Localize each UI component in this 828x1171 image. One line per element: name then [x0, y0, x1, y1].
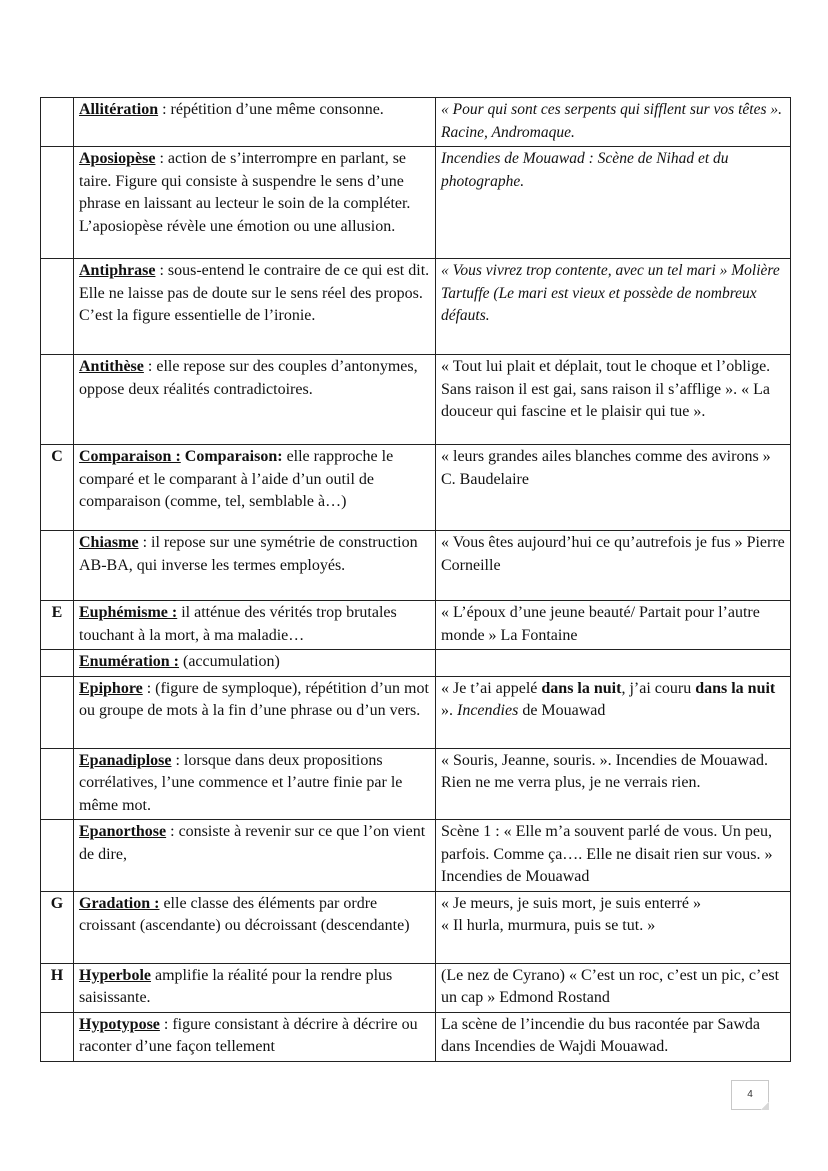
- figure-term: Epanadiplose: [79, 751, 172, 769]
- figure-definition: [74, 891, 436, 963]
- figure-term: Gradation :: [79, 894, 160, 912]
- section-letter: H: [41, 963, 74, 1012]
- figure-term: Aposiopèse: [79, 150, 156, 167]
- example-text: « Vous vivrez trop contente, avec un tel mari » Molière Tartuffe (Le mari est vieux et possède de nombreux défauts.: [441, 262, 780, 324]
- figure-example: [436, 891, 791, 963]
- example-text: , j’ai couru: [621, 679, 696, 697]
- example-line: « Je meurs, je suis mort, je suis enterré »: [441, 894, 701, 912]
- table-row: [41, 963, 791, 1012]
- example-text: « Vous êtes aujourd’hui ce qu’autrefois je fus » Pierre Corneille: [441, 534, 785, 574]
- example-text: dans la nuit: [541, 679, 622, 697]
- figures-table-body: [41, 98, 791, 1062]
- table-row: [41, 98, 791, 147]
- figure-definition: [74, 676, 436, 748]
- definition-bold: Comparaison:: [180, 448, 283, 465]
- figure-term: Epanorthose: [79, 823, 167, 840]
- figure-example: [436, 445, 791, 531]
- figure-definition: [74, 445, 436, 531]
- figure-example: [436, 963, 791, 1012]
- definition-text: (accumulation): [179, 653, 280, 670]
- figure-term: Enumération :: [79, 653, 179, 670]
- definition-text: elle rapproche le comparé et le comparant à l’aide d’un outil de comparaison (comme, tel, semblable à…): [79, 448, 394, 510]
- figure-definition: [74, 531, 436, 601]
- example-text: Incendies: [457, 702, 519, 719]
- section-letter: [41, 355, 74, 445]
- definition-text: : sous-entend le contraire de ce qui est dit. Elle ne laisse pas de doute sur le sens réel des propos. C’est la figure essentielle de l’ironie.: [79, 262, 430, 324]
- figure-example: [436, 676, 791, 748]
- definition-text: : action de s’interrompre en parlant, se taire. Figure qui consiste à suspendre le sens d’une phrase en laissant au lecteur le soin de la compléter. L’aposiopèse révèle une émotion ou une allusion.: [79, 150, 411, 235]
- section-letter: [41, 676, 74, 748]
- figure-definition: [74, 748, 436, 820]
- example-text: « L’époux d’une jeune beauté/ Partait pour l’autre monde » La Fontaine: [441, 604, 760, 644]
- section-letter: E: [41, 601, 74, 650]
- example-text: (Le nez de Cyrano) « C’est un roc, c’est un pic, c’est un cap » Edmond Rostand: [441, 966, 780, 1006]
- example-text: ».: [441, 702, 457, 719]
- table-row: [41, 650, 791, 677]
- table-row: [41, 531, 791, 601]
- figure-example: [436, 820, 791, 892]
- example-text: « Pour qui sont ces serpents qui sifflent sur vos têtes ». Racine, Andromaque.: [441, 101, 782, 141]
- table-row: [41, 259, 791, 355]
- section-letter: [41, 531, 74, 601]
- figure-example: [436, 1012, 791, 1061]
- figure-term: Chiasme: [79, 534, 139, 551]
- definition-text: : répétition d’une même consonne.: [158, 101, 384, 118]
- definition-text: : (figure de symploque), répétition d’un mot ou groupe de mots à la fin d’une phrase ou d’un vers.: [79, 679, 429, 719]
- example-line: « Il hurla, murmura, puis se tut. »: [441, 917, 656, 934]
- table-row: [41, 820, 791, 892]
- figure-term: Euphémisme :: [79, 604, 178, 621]
- definition-text: : consiste à revenir sur ce que l’on vient de dire,: [79, 823, 426, 863]
- table-row: [41, 1012, 791, 1061]
- figure-example: [436, 259, 791, 355]
- section-letter: [41, 650, 74, 677]
- figure-term: Antiphrase: [79, 262, 156, 279]
- example-line: Rien ne me verra plus, je ne verrais rien.: [441, 774, 701, 791]
- figure-example: [436, 748, 791, 820]
- table-row: [41, 891, 791, 963]
- table-row: [41, 748, 791, 820]
- figure-example: [436, 147, 791, 259]
- figure-example: [436, 650, 791, 677]
- definition-text: amplifie la réalité pour la rendre plus saisissante.: [79, 966, 393, 1006]
- figure-definition: [74, 98, 436, 147]
- figure-example: [436, 98, 791, 147]
- section-letter: [41, 259, 74, 355]
- figure-definition: [74, 650, 436, 677]
- page-number: 4: [731, 1080, 769, 1110]
- definition-text: : lorsque dans deux propositions corrélatives, l’une commence et l’autre finie par le même mot.: [79, 751, 403, 814]
- figure-definition: [74, 259, 436, 355]
- definition-text: il atténue des vérités trop brutales touchant à la mort, à ma maladie…: [79, 604, 397, 644]
- figure-definition: [74, 355, 436, 445]
- section-letter: [41, 820, 74, 892]
- example-text: Incendies de Mouawad : Scène de Nihad et du photographe.: [441, 150, 729, 190]
- table-row: [41, 601, 791, 650]
- table-row: [41, 676, 791, 748]
- example-line: « Souris, Jeanne, souris. ». Incendies de Mouawad.: [441, 751, 769, 769]
- definition-text: : figure consistant à décrire à décrire ou raconter d’une façon tellement: [79, 1015, 418, 1055]
- figure-term: Antithèse: [79, 358, 144, 375]
- section-letter: [41, 98, 74, 147]
- figure-term: Epiphore: [79, 679, 143, 697]
- example-text: dans la nuit: [695, 679, 776, 697]
- table-row: [41, 355, 791, 445]
- figure-example: [436, 531, 791, 601]
- figure-term: Hyperbole: [79, 966, 151, 984]
- figure-term: Allitération: [79, 101, 159, 118]
- example-text: La scène de l’incendie du bus racontée par Sawda dans Incendies de Wajdi Mouawad.: [441, 1015, 760, 1055]
- figure-term: Hypotypose: [79, 1015, 160, 1033]
- figure-definition: [74, 1012, 436, 1061]
- figure-definition: [74, 820, 436, 892]
- example-text: « leurs grandes ailes blanches comme des avirons » C. Baudelaire: [441, 448, 771, 488]
- figures-table: [40, 97, 791, 1062]
- section-letter: [41, 147, 74, 259]
- definition-text: : elle repose sur des couples d’antonymes, oppose deux réalités contradictoires.: [79, 358, 418, 398]
- definition-text: elle classe des éléments par ordre croissant (ascendante) ou décroissant (descendante): [79, 894, 410, 934]
- figure-definition: [74, 963, 436, 1012]
- figure-example: [436, 355, 791, 445]
- example-text: Scène 1 : « Elle m’a souvent parlé de vous. Un peu, parfois. Comme ça…. Elle ne disait rien sur vous. » Incendies de Mouawad: [441, 823, 773, 885]
- section-letter: [41, 1012, 74, 1061]
- table-row: [41, 445, 791, 531]
- table-row: [41, 147, 791, 259]
- example-text: « Tout lui plait et déplait, tout le choque et l’oblige. Sans raison il est gai, sans raison il s’afflige ». « La douceur qui fascine et le plaisir qui tue ».: [441, 358, 771, 420]
- figure-example: [436, 601, 791, 650]
- section-letter: C: [41, 445, 74, 531]
- definition-text: : il repose sur une symétrie de construction AB-BA, qui inverse les termes employés.: [79, 534, 418, 574]
- section-letter: [41, 748, 74, 820]
- figure-definition: [74, 147, 436, 259]
- figure-term: Comparaison :: [79, 448, 181, 465]
- section-letter: G: [41, 891, 74, 963]
- example-text: de Mouawad: [518, 702, 606, 719]
- example-text: « Je t’ai appelé: [441, 679, 542, 697]
- figure-definition: [74, 601, 436, 650]
